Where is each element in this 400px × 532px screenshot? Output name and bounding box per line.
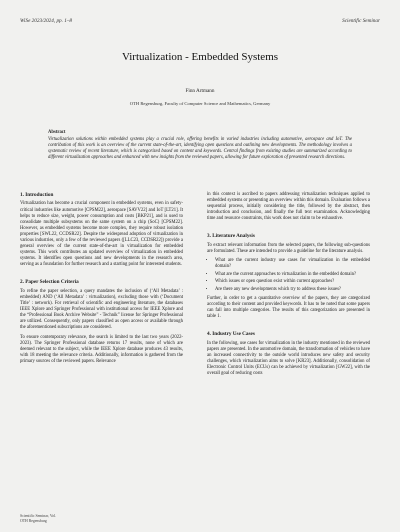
- list-item: • Which issues or open question exist within current approaches?: [215, 279, 370, 285]
- abstract-heading: Abstract: [48, 130, 66, 135]
- selection-criteria-continuation: in this context is ascribed to papers addressing virtualization techniques applied to embedded systems or presenting an overview within this domain. Evaluation follows a sequential process, initially considering the title, followed by the abstract, then introduction and conclusion, and finally the full text examination. Acknowledging time and resource constraints, this work does not claim to be exhaustive.: [207, 192, 370, 222]
- running-header: [20, 18, 380, 24]
- list-item: • What are the current approaches to virtualization in the embedded domain?: [215, 272, 370, 278]
- abstract: [48, 130, 352, 161]
- section-heading-industry-use-cases: 4. Industry Use Cases: [207, 331, 255, 338]
- page-footer: [20, 514, 56, 524]
- header-left: WiSe 2023/2024, pp. 1–8: [20, 18, 73, 24]
- footer-line-2: OTH Regensburg: [20, 519, 47, 523]
- abstract-text: Virtualization solutions within embedded systems play a crucial role, offering benefits in varied industries including automotive, aerospace and IoT. The contribution of this work is an overview of the current state-of-the-art, identifying open questions and outlining new developments. The methodology involves a systematic review of recent literature, which is categorized based on content and keywords. Central findings from existing studies are summarized according to different virtualization approaches and enhanced with new insights from the reviewed papers, allowing for future exploration of presented research directions.: [48, 136, 352, 160]
- industry-use-cases-paragraph: In the following, use cases for virtualization in the industry mentioned in the reviewed papers are presented. In the automotive domain, the transformation of vehicles to have an increased connectivity to the outside world introduces new safety and security challenges, which virtualization aims to solve [KR23]. Additionally, consolidation of Electronic Control Units (ECUs) can be achieved by virtualization [GW22], with the overall goal of reducing costs: [207, 340, 370, 377]
- footer-line-1: Scientific Seminar, Vol.: [20, 514, 56, 518]
- introduction-paragraph: Virtualization has become a crucial component in embedded systems, even in safety-critical industries like automotive [CPSM22], aerospace [SAVV22] and IoT [LT21]. It helps to reduce size, weight, power consumption and costs [BKP21], and is used to consolidate multiple subsystems on the same system on a chip (SoC) [CPSM22]. However, as embedded systems become more complex, they require robust isolation properties [SWL22, CCDSR22]. Despite the widespread adoption of virtualization in various industries, only a few of the reviewed papers ([LLC23, CCDSR22]) provide a general overview of the current state-of-the-art in virtualization for embedded systems. This work contributes an updated overview of virtualization in embedded systems. It identifies open questions and new developments in the research area, serving as a foundation for further research and a starting point for interested students.: [20, 201, 183, 268]
- selection-criteria-paragraph-1: To refine the paper selection, a query mandates the inclusion of (‘All Metadata’ : embedded) AND (‘All Metadata’ : virtualization), excluding those with (‘Document Title’ : network). For retrieval of scientific and engineering literature, the databases IEEE Xplore and Springer Professional with institutional access for IEEE Xplore and the “Professional Book Archive Website” - Technik” license for Springer Professional are utilized. Consequently, only papers classified as open access or available through the aforementioned subscriptions are considered.: [20, 288, 183, 331]
- list-item: • What are the current industry use cases for virtualization in the embedded domain?: [215, 258, 370, 270]
- literature-analysis-paragraph-1: To extract relevant information from the selected papers, the following sub-questions are formulated. These are intended to provide a guideline for the literature analysis.: [207, 242, 370, 254]
- header-right: Scientific Seminar: [342, 18, 380, 24]
- section-heading-introduction: 1. Introduction: [20, 192, 54, 198]
- list-item: • Are there any new developments which try to address these issues?: [215, 287, 370, 293]
- research-questions-list: [207, 258, 370, 293]
- literature-analysis-paragraph-2: Further, in order to get a quantitative overview of the papers, they are categorized according to their content and provided keywords. It has to be noted that some papers can fall into multiple categories. The results of this categorization are presented in table 1.: [207, 296, 370, 320]
- section-heading-literature-analysis: 3. Literature Analysis: [207, 233, 255, 240]
- paper-title: Virtualization - Embedded Systems: [121, 51, 279, 63]
- selection-criteria-paragraph-2: To ensure contemporary relevance, the search is limited to the last two years (2022-2023). The Springer Professional database returns 17 results, none of which are deemed relevant to the subject, while the IEEE Xplore database produces 43 results, with 18 meeting the relevance criteria. Additionally, information is gathered from the primary sources of the reviewed papers. Relevance: [20, 334, 183, 364]
- author-name: Finn Artmann: [185, 88, 215, 94]
- left-column: [20, 192, 183, 368]
- author-affiliation: OTH Regensburg, Faculty of Computer Science and Mathematics, Germany: [129, 101, 271, 106]
- right-column: [207, 192, 370, 380]
- section-heading-selection-criteria: 2. Paper Selection Criteria: [20, 279, 79, 286]
